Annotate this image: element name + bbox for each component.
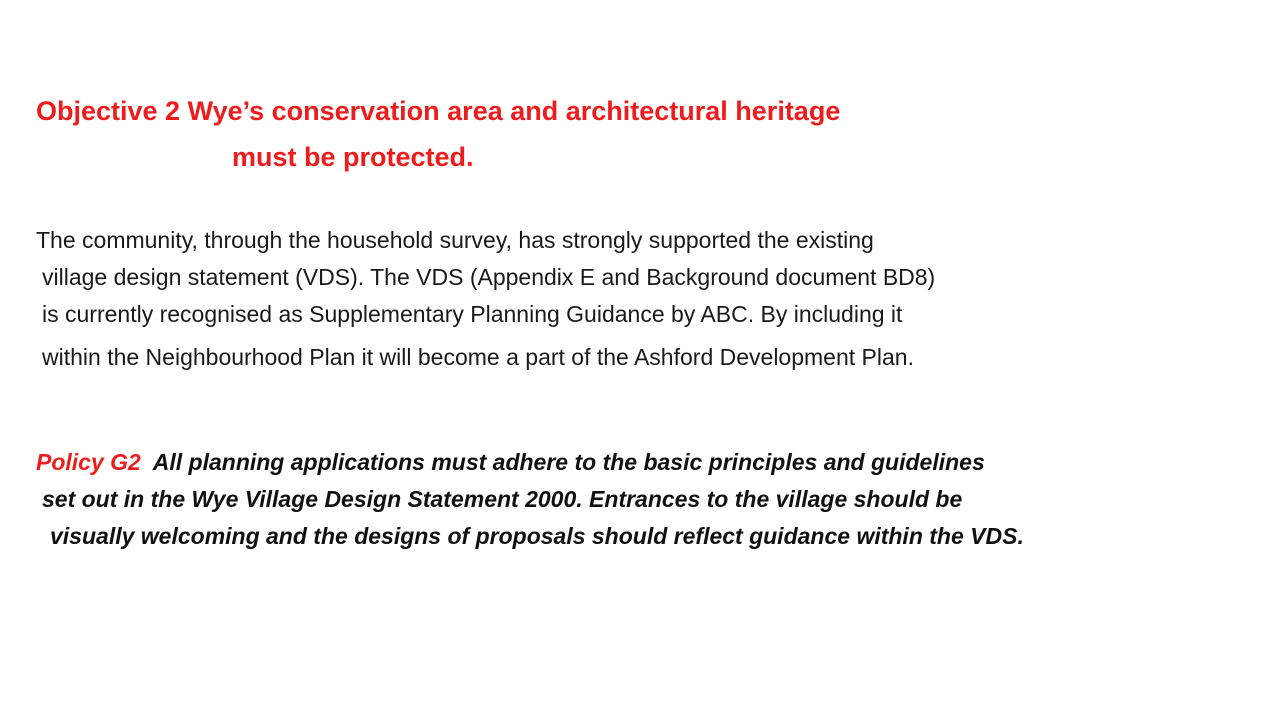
- paragraph-line-4: within the Neighbourhood Plan it will become a part of the Ashford Development Plan.: [42, 344, 914, 370]
- paragraph-line-1: The community, through the household survey, has strongly supported the existing: [36, 227, 874, 253]
- policy-label: Policy G2: [36, 449, 141, 475]
- policy-line-3: visually welcoming and the designs of proposals should reflect guidance within the VDS.: [50, 523, 1024, 549]
- paragraph-line-3: is currently recognised as Supplementary Planning Guidance by ABC. By including it: [42, 301, 903, 327]
- policy-line-1-text: All planning applications must adhere to the basic principles and guidelines: [140, 449, 985, 475]
- objective-heading-line-2: must be protected.: [232, 142, 474, 172]
- policy-line-2: set out in the Wye Village Design Statement 2000. Entrances to the village should be: [42, 486, 963, 512]
- objective-heading-line-1: Objective 2 Wye’s conservation area and architectural heritage: [36, 96, 841, 126]
- paragraph-line-2: village design statement (VDS). The VDS (Appendix E and Background document BD8): [42, 264, 936, 290]
- policy-line-1: [36, 447, 985, 477]
